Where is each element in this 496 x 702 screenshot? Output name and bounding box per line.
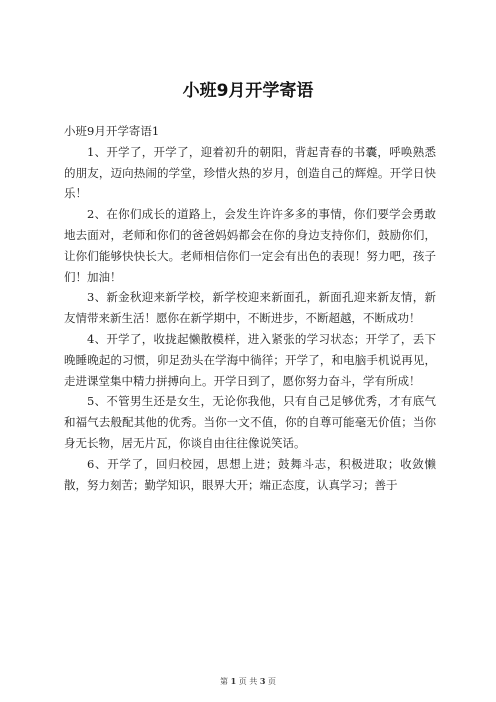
section-heading: 小班9月开学寄语1 <box>64 124 160 138</box>
paragraph-5: 5、不管男生还是女生，无论你我他，只有自己足够优秀，才有底气和福气去般配其他的优秀。当你一文不值，你的自尊可能毫无价值；当你身无长物，居无片瓦，你谈自由往往像说笑话。 <box>64 394 436 450</box>
paragraph-2: 2、在你们成长的道路上，会发生许许多多的事情，你们要学会勇敢地去面对，老师和你们的爸爸妈妈都会在你的身边支持你们，鼓励你们，让你们能够快快长大。老师相信你们一定会有出色的表现！努力吧，孩子们！加油！ <box>64 207 436 284</box>
footer-suffix: 页 <box>267 677 276 686</box>
page-footer <box>0 676 496 687</box>
footer-middle: 页 共 <box>238 677 258 686</box>
footer-current-page: 1 <box>230 676 237 686</box>
document-body <box>64 121 436 495</box>
paragraph-6: 6、开学了，回归校园，思想上进；鼓舞斗志，积极进取；收敛懒散，努力刻苦；勤学知识，眼界大开；端正态度，认真学习；善于 <box>64 456 436 492</box>
paragraph-3: 3、新金秋迎来新学校，新学校迎来新面孔，新面孔迎来新友情，新友情带来新生活！愿你在新学期中，不断进步，不断超越，不断成功！ <box>64 290 436 326</box>
footer-prefix: 第 <box>220 677 229 686</box>
paragraph-1: 1、开学了，开学了，迎着初升的朝阳，背起青春的书囊，呼唤熟悉的朋友，迈向热闹的学堂，珍惜火热的岁月，创造自己的辉煌。开学日快乐！ <box>64 144 436 201</box>
document-title: 小班9月开学寄语 <box>182 81 314 101</box>
footer-total-pages: 3 <box>259 676 266 686</box>
paragraph-4: 4、开学了，收拢起懒散模样，进入紧张的学习状态；开学了，丢下晚睡晚起的习惯，卯足劲头在学海中徜徉；开学了，和电脑手机说再见，走进课堂集中精力拼搏向上。开学日到了，愿你努力奋斗，学有所成！ <box>64 331 436 388</box>
